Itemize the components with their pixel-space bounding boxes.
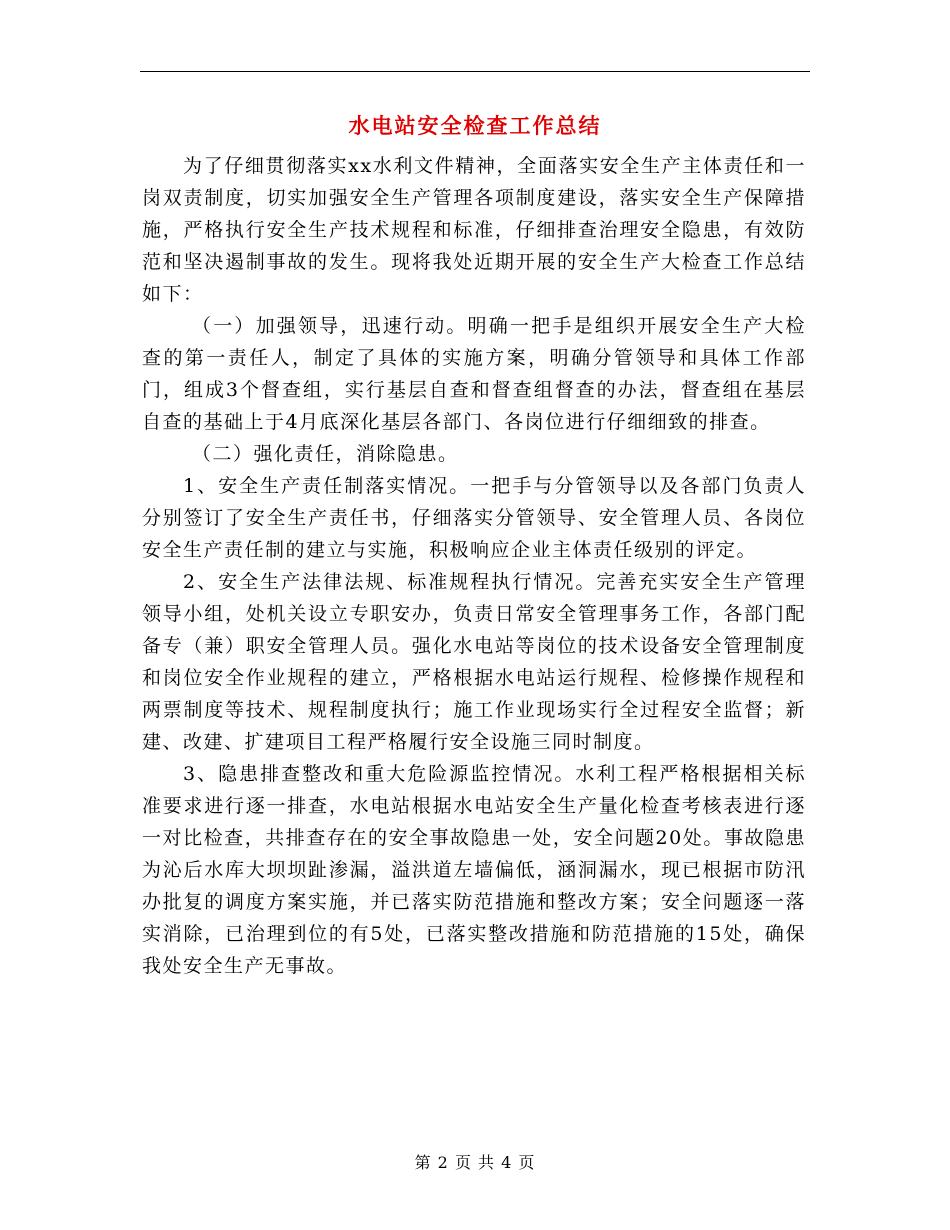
page-number: 第 2 页 共 4 页 — [414, 1153, 536, 1172]
header-rule — [140, 71, 810, 72]
paragraph-section-1: （一）加强领导，迅速行动。明确一把手是组织开展安全生产大检查的第一责任人，制定了具体的实施方案，明确分管领导和具体工作部门，组成3个督查组，实行基层自查和督查组督查的办法，督查组在基层自查的基础上于4月底深化基层各部门、各岗位进行仔细细致的排查。 — [142, 315, 806, 433]
paragraph-section-2: （二）强化责任，消除隐患。 — [192, 443, 459, 465]
paragraph-item-1: 1、安全生产责任制落实情况。一把手与分管领导以及各部门负责人分别签订了安全生产责任书，仔细落实分管领导、安全管理人员、各岗位安全生产责任制的建立与实施，积极响应企业主体责任级别的评定。 — [142, 475, 806, 561]
document-title: 水电站安全检查工作总结 — [348, 113, 602, 138]
paragraph-item-3: 3、隐患排查整改和重大危险源监控情况。水利工程严格根据相关标准要求进行逐一排查，水电站根据水电站安全生产量化检查考核表进行逐一对比检查，共排查存在的安全事故隐患一处，安全问题20处。事故隐患为沁后水库大坝坝趾渗漏，溢洪道左墙偏低，涵洞漏水，现已根据市防汛办批复的调度方案实施，并已落实防范措施和整改方案；安全问题逐一落实消除，已治理到位的有5处，已落实整改措施和防范措施的15处，确保我处安全生产无事故。 — [142, 763, 806, 977]
document-body — [142, 150, 806, 982]
paragraph-item-2: 2、安全生产法律法规、标准规程执行情况。完善充实安全生产管理领导小组，处机关设立专职安办，负责日常安全管理事务工作，各部门配备专（兼）职安全管理人员。强化水电站等岗位的技术设备安全管理制度和岗位安全作业规程的建立，严格根据水电站运行规程、检修操作规程和两票制度等技术、规程制度执行；施工作业现场实行全过程安全监督；新建、改建、扩建项目工程严格履行安全设施三同时制度。 — [142, 571, 806, 753]
paragraph-intro: 为了仔细贯彻落实xx水利文件精神，全面落实安全生产主体责任和一岗双责制度，切实加强安全生产管理各项制度建设，落实安全生产保障措施，严格执行安全生产技术规程和标准，仔细排查治理安全隐患，有效防范和坚决遏制事故的发生。现将我处近期开展的安全生产大检查工作总结如下： — [142, 155, 806, 305]
